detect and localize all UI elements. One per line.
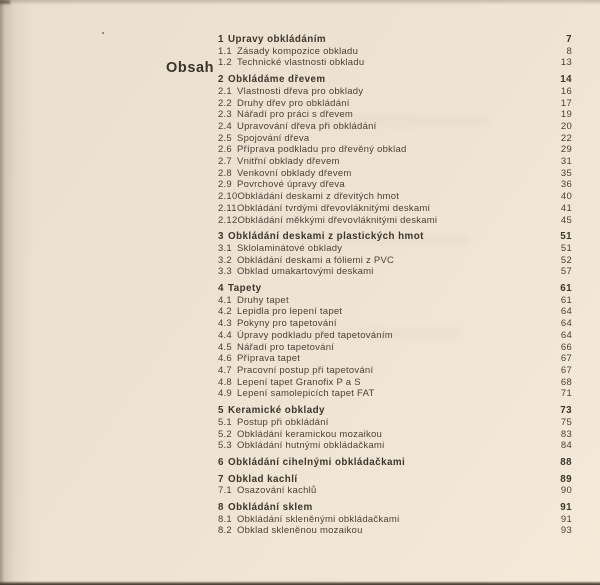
toc-group [218, 231, 572, 278]
toc-entry-title: Obkládání tvrdými dřevovláknitými deskami [237, 202, 430, 214]
toc-row [218, 318, 572, 330]
toc-entry-title: Obkládání skleněnými obkládačkami [237, 513, 400, 525]
toc-entry-page: 40 [560, 191, 572, 203]
toc-entry-number: 2.11 [218, 202, 237, 214]
toc-row [218, 440, 572, 452]
toc-entry-page: 51 [560, 242, 572, 254]
toc-entry-title: Nářadí pro tapetování [237, 341, 335, 353]
toc-row [218, 525, 572, 537]
toc-entry-number: 3.1 [218, 242, 232, 254]
toc-group [218, 74, 572, 226]
toc-row [218, 168, 572, 180]
toc-entry-page: 13 [560, 57, 572, 69]
toc-row [218, 179, 572, 191]
toc-row [218, 365, 572, 377]
toc-entry-page: 67 [560, 353, 572, 365]
toc-entry-number: 4.9 [218, 388, 232, 400]
toc-entry-page: 91 [560, 502, 572, 514]
toc-entry-title: Příprava tapet [237, 353, 301, 365]
toc-entry-title: Druhy dřev pro obkládání [237, 97, 350, 109]
toc-entry-number: 2 [218, 74, 224, 86]
toc-entry-title: Úpravy obkládáním [228, 34, 327, 45]
scan-corner-smudge [0, 0, 10, 4]
toc-entry-title: Obkládání deskami z plastických hmot [228, 231, 424, 243]
toc-row [218, 121, 572, 133]
toc-entry-number: 8.2 [218, 525, 232, 537]
toc-entry-title: Sklolaminátové obklady [237, 242, 343, 254]
toc-section-row [218, 405, 572, 417]
toc-entry-page: 41 [560, 202, 572, 214]
toc-row [218, 306, 572, 318]
toc-row [218, 144, 572, 156]
toc-entry-title: Vnitřní obklady dřevem [237, 156, 340, 168]
toc-row [218, 266, 572, 278]
toc-entry-page: 75 [560, 416, 572, 428]
toc-entry-page: 91 [560, 513, 572, 525]
toc-entry-title: Obklad kachlí [228, 473, 298, 485]
toc-entry-page: 71 [560, 388, 572, 400]
toc-entry-page: 17 [560, 97, 572, 109]
toc-entry-page: 19 [560, 109, 572, 121]
toc-entry-title: Postup při obkládání [237, 416, 329, 428]
toc-group [218, 474, 572, 497]
toc-entry-page: 84 [560, 440, 572, 452]
paper-speck [102, 32, 104, 34]
toc-entry-title: Obkládání deskami z dřevitých hmot [237, 191, 400, 203]
toc-entry-page: 90 [560, 485, 572, 497]
toc-entry-title: Upravování dřeva při obkládání [237, 120, 377, 132]
toc-entry-number: 1.1 [218, 45, 232, 57]
toc-entry-page: 29 [560, 144, 572, 156]
toc-entry-number: 2.6 [218, 144, 232, 156]
toc-entry-page: 51 [560, 231, 572, 243]
toc-entry-number: 4.4 [218, 329, 232, 341]
toc-entry-title: Příprava podkladu pro dřevěný obklad [237, 144, 407, 156]
toc-entry-title: Druhy tapet [237, 294, 289, 306]
toc-entry-title: Obkládání hutnými obkládačkami [237, 440, 385, 452]
toc-section-row [218, 502, 572, 514]
toc-entry-title: Obkládání sklem [228, 502, 313, 514]
toc-entry-number: 2.2 [218, 97, 232, 109]
toc-row [218, 109, 572, 121]
toc-row [218, 57, 572, 69]
toc-entry-number: 4.3 [218, 318, 232, 330]
toc-entry-title: Obkládání keramickou mozaikou [237, 428, 383, 440]
toc-entry-number: 3.2 [218, 254, 232, 266]
toc-entry-number: 4.8 [218, 376, 232, 388]
toc-entry-page: 83 [560, 428, 572, 440]
toc-entry-page: 64 [560, 306, 572, 318]
toc-entry-page: 88 [560, 456, 572, 468]
toc-entry-number: 2.4 [218, 120, 232, 132]
toc-entry-number: 4.2 [218, 306, 232, 318]
toc-entry-title: Obklad umakartovými deskami [237, 266, 374, 278]
toc-entry-number: 4.5 [218, 341, 232, 353]
toc-entry-number: 5.2 [218, 428, 232, 440]
toc-entry-page: 57 [560, 266, 572, 278]
toc-row [218, 86, 572, 98]
toc-entry-title: Zásady kompozice obkladu [237, 45, 359, 57]
toc-section-row [218, 231, 572, 243]
toc-entry-number: 2.9 [218, 179, 232, 191]
toc-entry-page: 64 [560, 318, 572, 330]
toc-entry-title: Lepení samolepicích tapet FAT [237, 388, 375, 400]
toc-entry-title: Obkládání deskami a fóliemi z PVC [237, 254, 395, 266]
toc-entry-number: 4.7 [218, 364, 232, 376]
toc-row [218, 388, 572, 400]
toc-entry-number: 3.3 [218, 266, 232, 278]
toc-section-row [218, 34, 572, 46]
toc-entry-number: 2.8 [218, 167, 232, 179]
toc-entry-page: 8 [566, 45, 572, 57]
toc-entry-title: Obkládání cihelnými obkládačkami [228, 456, 406, 468]
toc-row [218, 295, 572, 307]
toc-group [218, 34, 572, 69]
toc-entry-number: 5.1 [218, 416, 232, 428]
toc-entry-title: Úpravy podkladu před tapetováním [237, 329, 393, 341]
toc-entry-title: Technické vlastnosti obkladu [237, 57, 365, 69]
toc-entry-page: 16 [560, 85, 572, 97]
toc-entry-number: 7.1 [218, 485, 232, 497]
toc-row [218, 203, 572, 215]
toc-entry-number: 1.2 [218, 57, 232, 69]
toc-entry-number: 4.1 [218, 294, 232, 306]
toc-row [218, 133, 572, 145]
toc-entry-page: 68 [560, 376, 572, 388]
toc-entry-number: 2.5 [218, 132, 232, 144]
toc-row [218, 243, 572, 255]
toc-section-row [218, 283, 572, 295]
toc-entry-title: Obklad skleněnou mozaikou [237, 525, 363, 537]
toc-entry-title: Osazování kachlů [237, 485, 317, 497]
toc-entry-page: 64 [560, 329, 572, 341]
toc-entry-number: 6 [218, 456, 224, 468]
toc-entry-title: Obkládání měkkými dřevovláknitými deskami [237, 214, 438, 226]
toc-row [218, 156, 572, 168]
toc-entry-page: 93 [560, 525, 572, 537]
toc-entry-number: 4.6 [218, 353, 232, 365]
toc-entry-page: 36 [560, 179, 572, 191]
toc-entry-page: 61 [560, 294, 572, 306]
toc-entry-page: 20 [560, 120, 572, 132]
table-of-contents [218, 34, 572, 537]
toc-row [218, 191, 572, 203]
toc-row [218, 255, 572, 267]
toc-entry-page: 73 [560, 405, 572, 417]
toc-entry-page: 45 [560, 214, 572, 226]
toc-row [218, 46, 572, 58]
book-bottom-edge [0, 581, 600, 585]
toc-entry-number: 3 [218, 231, 224, 243]
toc-entry-page: 31 [560, 156, 572, 168]
toc-entry-page: 61 [560, 283, 572, 295]
toc-entry-title: Vlastnosti dřeva pro obklady [237, 85, 364, 97]
toc-entry-number: 2.3 [218, 109, 232, 121]
toc-row [218, 342, 572, 354]
toc-row [218, 485, 572, 497]
toc-entry-title: Keramické obklady [228, 405, 325, 417]
toc-row [218, 514, 572, 526]
toc-entry-number: 8.1 [218, 513, 232, 525]
toc-row [218, 215, 572, 227]
toc-entry-title: Lepení tapet Granofix P a S [237, 376, 361, 388]
toc-entry-page: 35 [560, 167, 572, 179]
toc-entry-number: 8 [218, 502, 224, 514]
toc-row [218, 98, 572, 110]
toc-entry-page: 22 [560, 132, 572, 144]
toc-entry-title: Nářadí pro práci s dřevem [237, 109, 354, 121]
toc-entry-page: 89 [560, 473, 572, 485]
toc-entry-title: Obkládáme dřevem [228, 74, 326, 86]
toc-row [218, 417, 572, 429]
toc-entry-title: Tapety [228, 283, 262, 295]
toc-section-row [218, 474, 572, 486]
toc-entry-page: 7 [566, 34, 572, 45]
toc-entry-title: Pokyny pro tapetování [237, 318, 337, 330]
toc-entry-page: 52 [560, 254, 572, 266]
toc-row [218, 429, 572, 441]
toc-entry-number: 2.7 [218, 156, 232, 168]
toc-entry-title: Spojování dřeva [237, 132, 310, 144]
toc-entry-title: Povrchové úpravy dřeva [237, 179, 345, 191]
toc-group [218, 457, 572, 469]
toc-entry-page: 66 [560, 341, 572, 353]
toc-group [218, 283, 572, 400]
toc-entry-number: 4 [218, 283, 224, 295]
toc-entry-page: 67 [560, 364, 572, 376]
toc-row [218, 330, 572, 342]
toc-entry-number: 2.1 [218, 85, 232, 97]
page-title: Obsah [166, 60, 215, 76]
toc-row [218, 377, 572, 389]
toc-entry-number: 2.10 [218, 191, 238, 203]
toc-entry-title: Venkovní obklady dřevem [237, 167, 352, 179]
toc-entry-number: 5 [218, 405, 224, 417]
toc-entry-number: 1 [218, 34, 224, 45]
toc-entry-number: 7 [218, 473, 224, 485]
toc-section-row [218, 74, 572, 86]
toc-entry-page: 14 [560, 74, 572, 86]
toc-group [218, 502, 572, 537]
toc-row [218, 353, 572, 365]
toc-entry-title: Lepidla pro lepení tapet [237, 306, 343, 318]
toc-section-row [218, 457, 572, 469]
toc-group [218, 405, 572, 452]
toc-entry-title: Pracovní postup při tapetování [237, 364, 374, 376]
toc-entry-number: 2.12 [218, 214, 238, 226]
toc-entry-number: 5.3 [218, 440, 232, 452]
